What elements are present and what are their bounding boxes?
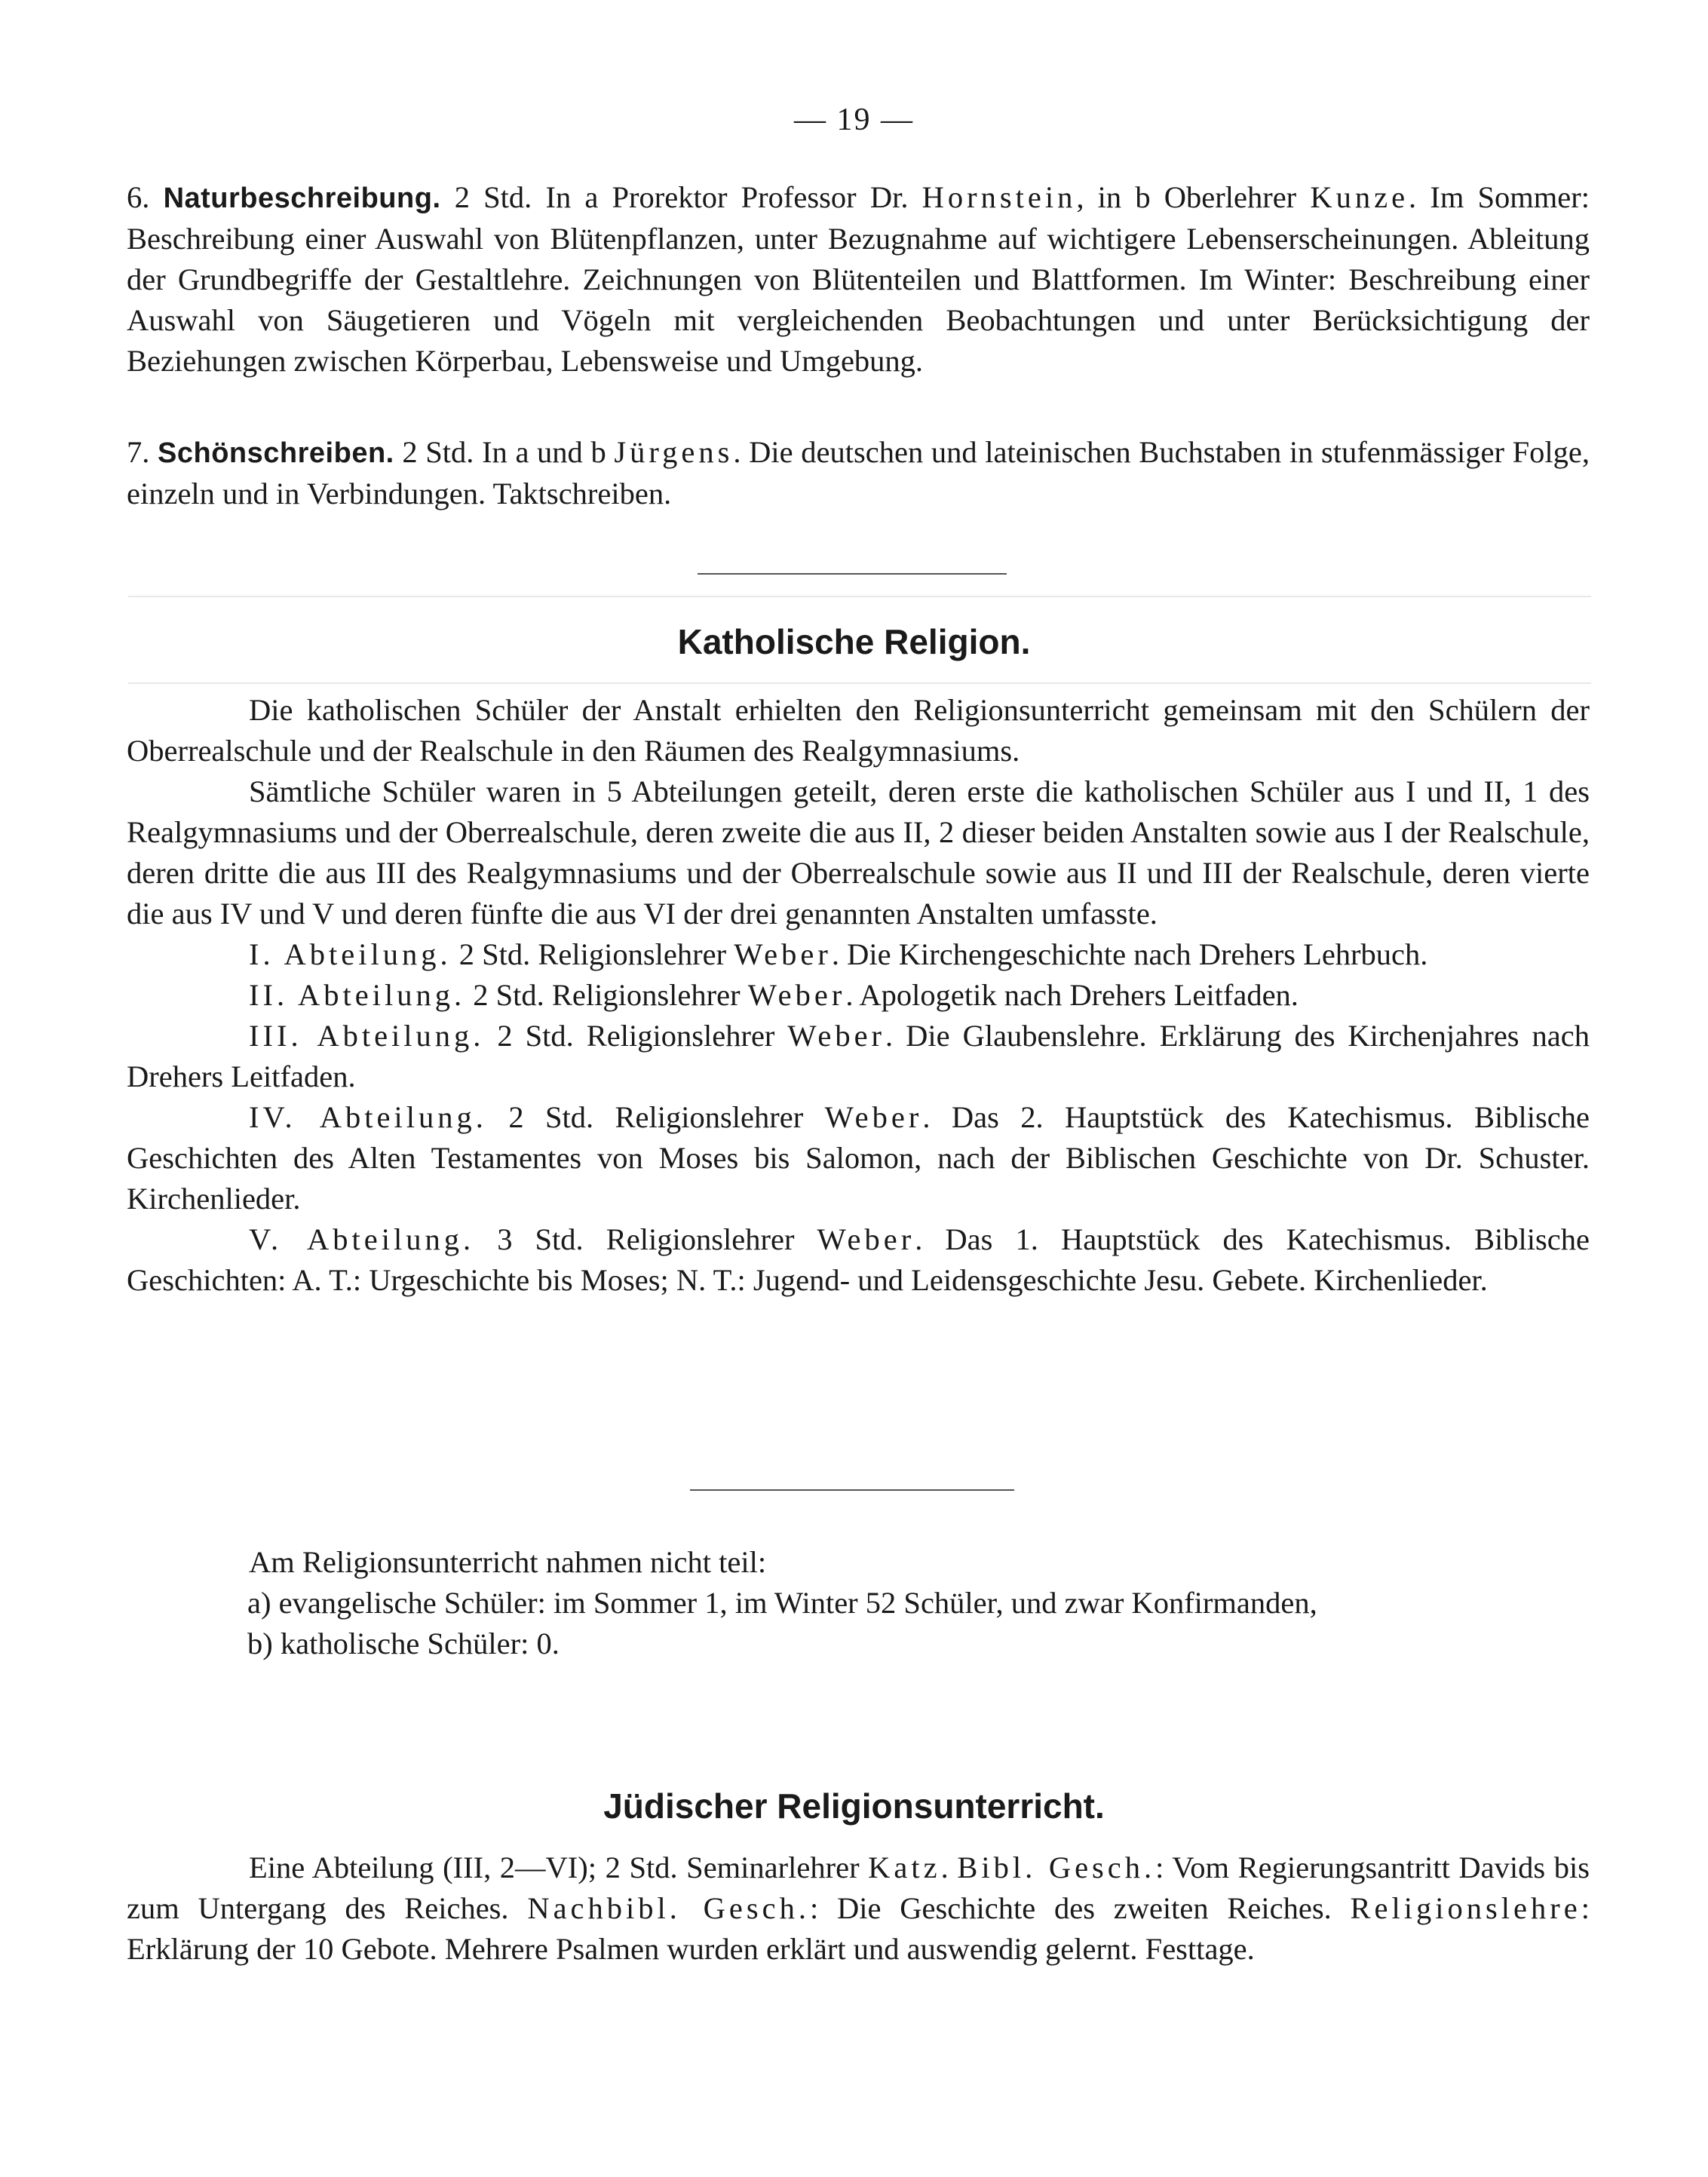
teacher-name: Jürgens	[614, 435, 734, 469]
abteilung-label: II. Abteilung.	[249, 978, 466, 1012]
section-title: Naturbeschreibung.	[163, 182, 441, 214]
text-run: 3 Std. Religionslehrer	[474, 1222, 817, 1256]
heading-katholische-religion: Katholische Religion.	[677, 622, 1031, 661]
subject-label: Nachbibl. Gesch.	[527, 1891, 811, 1925]
text-run: . Die Glaubenslehre. Erklärung des Kirchenjahres nach Drehers Leitfaden.	[127, 1019, 1590, 1093]
abteilung-1	[127, 934, 1590, 975]
abteilung-label: V. Abteilung.	[249, 1222, 475, 1256]
abteilung-3	[127, 1016, 1590, 1097]
teacher-name: Weber	[817, 1222, 915, 1256]
text-run: Eine Abteilung (III, 2—VI); 2 Std. Seminarlehrer	[249, 1850, 869, 1884]
teacher-name: Weber	[734, 937, 832, 971]
kath-divisions-paragraph: Sämtliche Schüler waren in 5 Abteilungen geteilt, deren erste die katholischen Schüler aus I und II, 1 des Realgymnasiums und der Oberrealschule, deren zweite die aus II, 2 dieser beiden Anstalten sowie aus I der Realschule, deren dritte die aus III des Realgymnasiums und der Oberrealschule sowie aus II und III der Realschule, deren vierte die aus IV und V und deren fünfte die aus VI der drei genannten Anstalten umfasste.	[127, 774, 1590, 931]
juedischer-religionsunterricht-body	[127, 1847, 1590, 1970]
teacher-name: Hornstein	[921, 180, 1077, 214]
subject-label: Religionslehre	[1350, 1891, 1581, 1925]
non-participants-item-b: b) katholische Schüler: 0.	[247, 1627, 560, 1660]
teacher-name: Weber	[824, 1100, 923, 1134]
katholische-religion-body	[127, 690, 1590, 1301]
text-run: .	[940, 1850, 958, 1884]
text-run: . Apologetik nach Drehers Leitfaden.	[845, 978, 1299, 1012]
text-run: . Im Sommer: Beschreibung einer Auswahl von Blütenpflanzen, unter Bezugnahme auf wichtigere Lebenserscheinungen. Ableitung der Grundbegriffe der Gestaltlehre. Zeichnungen von Blütenteilen und Blattformen. Im Winter: Beschreibung einer Auswahl von Säugetieren und Vögeln mit vergleichenden Beobachtungen und unter Berücksichtigung der Beziehungen zwischen Körperbau, Lebensweise und Umgebung.	[127, 180, 1590, 378]
text-run: 2 Std. Religionslehrer	[451, 937, 734, 971]
text-run: 2 Std. Religionslehrer	[465, 978, 748, 1012]
text-run: 2 Std. Religionslehrer	[486, 1100, 825, 1134]
text-run: . Die Kirchengeschichte nach Drehers Lehrbuch.	[831, 937, 1428, 971]
page-number: — 19 —	[794, 103, 914, 137]
abteilung-5	[127, 1219, 1590, 1301]
teacher-name: Weber	[747, 978, 846, 1012]
section-divider	[690, 1489, 1014, 1491]
non-participants-item-a: a) evangelische Schüler: im Sommer 1, im Winter 52 Schüler, und zwar Konfirmanden,	[247, 1586, 1317, 1620]
abteilung-label: IV. Abteilung.	[249, 1100, 487, 1134]
text-run: , in b Oberlehrer	[1076, 180, 1311, 214]
section-number: 6.	[127, 180, 150, 214]
juedisch-paragraph	[127, 1847, 1590, 1970]
show-through-line	[128, 682, 1591, 684]
section-title: Schönschreiben.	[158, 437, 394, 469]
teacher-name: Weber	[787, 1019, 886, 1053]
text-run: . Das 1. Hauptstück des Katechismus. Biblische Geschichten: A. T.: Urgeschichte bis Moses; N. T.: Jugend- und Leidensgeschichte Jesu. Gebete. Kirchenlieder.	[127, 1222, 1590, 1297]
text-run: 2 Std. Religionslehrer	[484, 1019, 788, 1053]
text-run: : Die Geschichte des zweiten Reiches.	[810, 1891, 1351, 1925]
section-schoenschreiben	[127, 432, 1590, 514]
show-through-line	[128, 596, 1591, 597]
teacher-name: Kunze	[1310, 180, 1409, 214]
text-run: : Vom Regierungsantritt Davids bis zum Untergang des Reiches.	[127, 1850, 1590, 1925]
text-run: 2 Std. In a und b	[394, 435, 615, 469]
text-run: 2 Std. In a Prorektor Professor Dr.	[440, 180, 922, 214]
abteilung-4	[127, 1097, 1590, 1219]
text-run: : Erklärung der 10 Gebote. Mehrere Psalmen wurden erklärt und auswendig gelernt. Festtage.	[127, 1891, 1590, 1966]
teacher-name: Katz	[868, 1850, 941, 1884]
schoenschreiben-paragraph	[127, 432, 1590, 514]
section-number: 7.	[127, 435, 150, 469]
subject-label: Bibl. Gesch.	[957, 1850, 1156, 1884]
text-run: . Das 2. Hauptstück des Katechismus. Biblische Geschichten des Alten Testamentes von Moses bis Salomon, nach der Biblischen Geschichte von Dr. Schuster. Kirchenlieder.	[127, 1100, 1590, 1216]
naturbeschreibung-paragraph	[127, 177, 1590, 382]
non-participants	[127, 1542, 1590, 1664]
abteilung-2	[127, 975, 1590, 1016]
heading-juedischer-religionsunterricht: Jüdischer Religionsunterricht.	[603, 1786, 1105, 1826]
section-divider	[698, 573, 1007, 575]
text-run: . Die deutschen und lateinischen Buchstaben in stufenmässiger Folge, einzeln und in Verbindungen. Taktschreiben.	[127, 435, 1590, 511]
abteilung-label: I. Abteilung.	[249, 937, 452, 971]
section-naturbeschreibung	[127, 177, 1590, 382]
non-participants-intro: Am Religionsunterricht nahmen nicht teil:	[249, 1545, 767, 1579]
kath-intro-paragraph: Die katholischen Schüler der Anstalt erhielten den Religionsunterricht gemeinsam mit den Schülern der Oberrealschule und der Realschule in den Räumen des Realgymnasiums.	[127, 693, 1590, 768]
abteilung-label: III. Abteilung.	[249, 1019, 485, 1053]
